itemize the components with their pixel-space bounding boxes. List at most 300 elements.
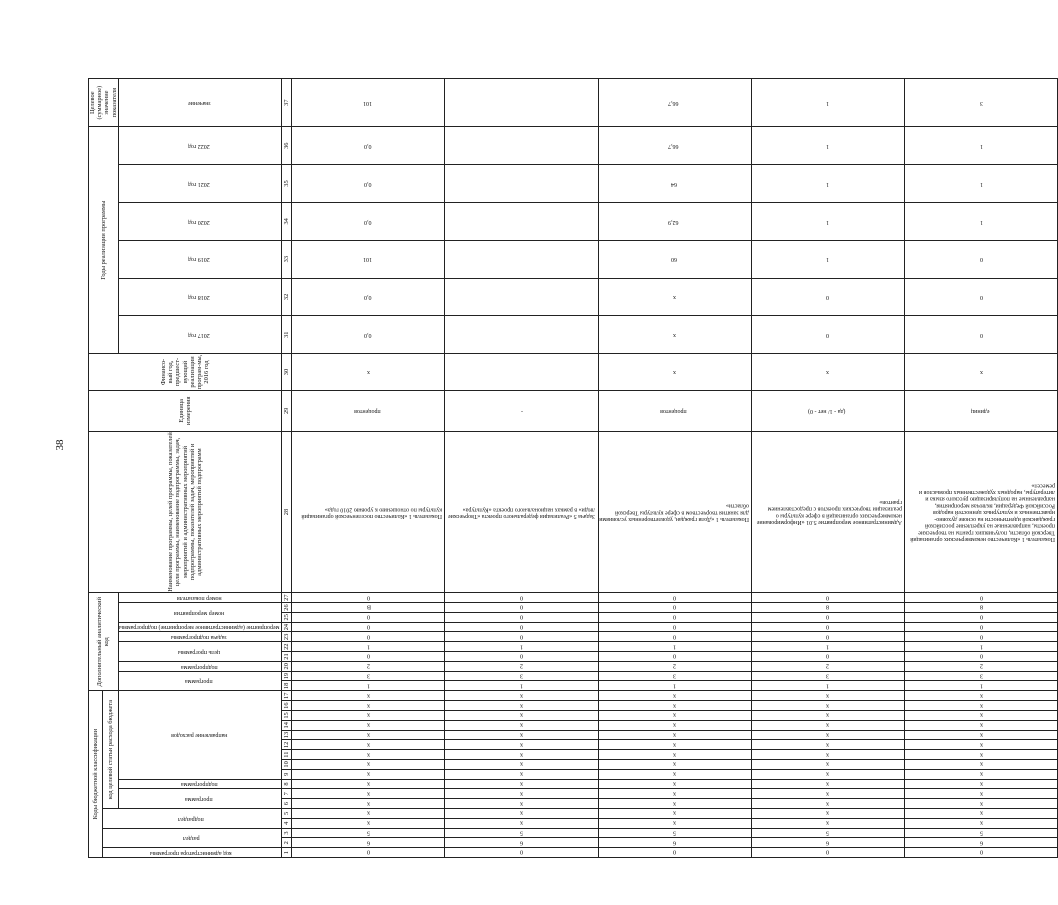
code-cell: х [751,779,904,789]
code-cell: х [445,769,598,779]
code-cell: 0 [598,603,751,613]
code-cell: 1 [905,681,1058,691]
row-unit-text: (да - 1/ нет - 0) [808,408,846,415]
table-row [751,79,904,858]
column-number: 32 [282,278,292,316]
code-cell: 0 [445,632,598,642]
row-year-value-text: х [673,294,677,301]
column-number: 21 [283,653,291,660]
row-name [905,431,1058,592]
program-table [88,78,1058,858]
row-year-value-text: 1 [979,218,983,225]
code-cell: 2 [445,661,598,671]
program-code-header-text: программа [185,796,213,803]
row-unit [445,390,598,431]
row-fin-year [751,354,904,391]
year-header-text: 2022 год [188,143,210,150]
row-fin-year [905,354,1058,391]
row-year-value-text: 1 [979,143,983,150]
code-cell: х [598,711,751,721]
row-year-value [445,202,598,240]
rotated-sheet [88,78,1055,858]
code-cell: х [751,818,904,828]
code-cell: х [292,691,445,701]
analytic-goal-header-text: цель программы [177,648,220,655]
row-year-value-text: 0,0 [363,180,372,187]
column-number: 14 [283,722,291,729]
code-cell: х [905,809,1058,819]
year-header [118,316,282,354]
code-cell: 0 [905,652,1058,662]
row-year-value [598,278,751,316]
code-cell: х [598,779,751,789]
row-year-value [445,165,598,203]
code-cell: х [445,730,598,740]
code-cell: 0 [445,612,598,622]
code-cell: х [751,799,904,809]
column-number: 5 [282,809,292,819]
column-number: 28 [282,431,292,592]
code-cell: х [751,711,904,721]
row-unit [751,390,904,431]
target-value-header-text: значение [187,100,211,107]
code-cell: х [445,818,598,828]
code-cell: х [905,691,1058,701]
code-cell: х [292,818,445,828]
row-year-value [292,127,445,165]
column-number: 36 [282,127,292,165]
code-cell: 0 [751,622,904,632]
row-unit-text: процентов [660,408,687,415]
code-cell: х [292,799,445,809]
row-year-value-text: 60 [670,256,677,263]
row-year-value [751,165,904,203]
row-year-value-text: 0 [826,332,830,339]
code-cell: 0 [292,622,445,632]
column-number: 25 [283,614,291,621]
row-year-value-text: 1 [979,180,983,187]
code-cell: х [751,750,904,760]
code-cell: х [445,789,598,799]
code-cell: х [751,720,904,730]
column-number: 30 [282,354,292,391]
column-number: 1 [282,848,292,858]
row-year-value-text: 0,0 [363,294,372,301]
code-cell: х [445,750,598,760]
column-number: 22 [283,643,291,650]
code-cell: 8 [905,603,1058,613]
fin-year-header: Финансо-вый год, предшест-вующий реализации програм-мы, 2016 год [89,354,282,391]
code-cell: 2 [292,661,445,671]
code-cell: х [292,720,445,730]
row-year-value [445,127,598,165]
code-cell: 2 [598,661,751,671]
code-cell: 0 [598,622,751,632]
row-year-value-text: 62,9 [668,218,679,225]
year-header-text: 2019 год [188,256,210,263]
analytic-an-program-header-text: программа [185,678,213,685]
analytic-measure-num-header [118,603,282,623]
program-code-header [118,789,282,809]
row-fin-year [445,354,598,391]
code-cell: х [445,809,598,819]
code-cell: х [445,691,598,701]
code-cell: х [751,701,904,711]
code-cell: 0 [292,612,445,622]
budget-classification-header: Коды бюджетной классификации [89,691,103,858]
code-cell: 5 [905,828,1058,838]
code-cell: 0 [598,593,751,603]
table-row [905,79,1058,858]
code-cell: х [445,779,598,789]
row-fin-year [292,354,445,391]
header-row [89,79,103,858]
year-header [118,127,282,165]
code-cell: х [905,750,1058,760]
row-year-value [598,165,751,203]
code-cell: х [598,809,751,819]
column-number: 8 [282,779,292,789]
row-name [598,431,751,592]
analytic-measure-header-text: мероприятие (административное мероприятие) подпрограммы [118,624,280,631]
header-row [282,79,292,858]
row-year-value [905,202,1058,240]
code-cell: 6 [292,838,445,848]
row-year-value-text: 0 [826,294,830,301]
row-unit [292,390,445,431]
code-cell: х [292,701,445,711]
table-row [292,79,445,858]
code-cell: х [598,740,751,750]
code-cell: 0 [751,612,904,622]
podrazdel-header-text: подраздел [178,815,204,822]
column-number: 18 [283,682,291,690]
code-cell: 0 [292,652,445,662]
code-cell: 0 [751,848,904,858]
years-header: Годы реализации программы [89,127,119,354]
code-cell: 0 [905,593,1058,603]
row-year-value-text: 0 [979,294,983,301]
row-unit-text: - [520,408,523,415]
code-cell: 0 [598,632,751,642]
target-header: Целевое (суммарное) значение показателя [89,79,119,127]
column-number: 9 [282,769,292,779]
code-cell: 5 [598,828,751,838]
row-fin-year-text: х [673,369,677,376]
column-number: 4 [282,818,292,828]
code-cell: 1 [598,681,751,691]
code-cell: 3 [292,671,445,681]
code-cell: 1 [445,642,598,652]
column-number: 31 [282,316,292,354]
row-year-value [751,240,904,278]
row-target-text: 66,7 [668,100,679,107]
row-name-text: Показатель 1 «Доля граждан, удовлетворенных условиями для занятия творчеством в сфере культуры Тверской области» [598,502,749,523]
code-cell: 1 [445,681,598,691]
direction-header-text: направление расходов [170,732,228,739]
row-target-text: 3 [979,100,983,107]
column-number: 24 [283,623,291,631]
row-year-value-text: 0,0 [363,332,372,339]
analytic-measure-num-header-text: номер мероприятия [173,609,225,616]
analytic-an-subprogram-header-text: подпрограмма [180,663,218,670]
code-cell: х [445,760,598,770]
page-number: 38 [54,439,66,451]
code-cell: х [445,720,598,730]
row-year-value [292,240,445,278]
code-cell: 0 [905,622,1058,632]
row-target [598,79,751,127]
code-cell: 0 [445,622,598,632]
code-cell: х [445,799,598,809]
code-cell: х [905,779,1058,789]
code-cell: х [905,760,1058,770]
row-name-text: Задача 5 «Реализация федерального проекта «Творческие люди» в рамках национального проекта «Культура» [448,506,596,519]
code-cell: х [751,740,904,750]
row-year-value [751,278,904,316]
code-cell: 2 [751,661,904,671]
analytic-indicator-header-text: номер показателя [176,595,222,602]
row-year-value-text: 66,7 [668,143,679,150]
year-header [118,202,282,240]
code-cell: 0 [445,652,598,662]
analytic-task-header-text: задача подпрограммы [171,634,227,641]
target-value-header [118,79,282,127]
code-cell: х [905,720,1058,730]
code-cell: х [598,720,751,730]
table-row [598,79,751,858]
row-name [445,431,598,592]
row-unit [905,390,1058,431]
row-unit-text: процентов [353,408,381,415]
row-name-text: Показатель 1 «Количество поселенческой организаций культуры по отношению к уровню 2010 года» [301,506,443,519]
column-number: 2 [282,838,292,848]
code-cell: х [905,711,1058,721]
podrazdel-header [103,809,282,829]
code-cell: х [598,789,751,799]
code-cell: х [905,701,1058,711]
analytic-indicator-header [118,593,282,603]
code-cell: х [445,701,598,711]
code-cell: 0 [751,652,904,662]
column-number: 37 [282,79,292,127]
column-number: 33 [282,240,292,278]
column-number: 3 [282,828,292,838]
direction-header [118,691,282,779]
code-cell: 5 [445,828,598,838]
row-year-value-text: 0,0 [363,218,372,225]
code-cell: х [905,740,1058,750]
column-number: 15 [283,712,291,719]
code-cell: В [292,603,445,613]
row-year-value [751,127,904,165]
code-cell: 0 [751,593,904,603]
row-year-value [598,127,751,165]
row-year-value [292,202,445,240]
code-cell: х [905,799,1058,809]
column-number: 34 [282,202,292,240]
row-year-value-text: 1 [826,256,830,263]
row-year-value [598,316,751,354]
subprogram-code-header [118,779,282,789]
row-name-text: Административное мероприятие 5.01 «Информирование некоммерческих организаций в сфере культуры о реализации творческих проектов с предоставлением грантов» [756,499,902,526]
row-year-value [445,278,598,316]
table-row [445,79,598,858]
code-cell: 1 [598,642,751,652]
row-name [751,431,904,592]
row-year-value-text: 0 [979,256,983,263]
code-cell: 6 [905,838,1058,848]
row-year-value-text: 1 [826,218,830,225]
code-cell: х [445,711,598,721]
unit-header: Единица измерения [89,390,282,431]
row-name [292,431,445,592]
code-cell: 0 [598,848,751,858]
code-cell: 0 [445,593,598,603]
row-name-text: Показатель 1 «Количество некоммерческих организаций Тверской области, получивших гранты на творческие проекты, направленные на укрепление российской гражданской идентичности на основе духовно-нравственных и культурных ценностей народов Российской Федерации, включая мероприятия, направленные на популяризацию русского языка и литературы, народных художественных промыслов и ремесел» [910,482,1055,543]
code-cell: х [292,760,445,770]
code-cell: х [292,809,445,819]
column-number: 10 [283,761,291,768]
subprogram-code-header-text: подпрограмма [180,781,218,788]
code-cell: х [292,750,445,760]
row-year-value [598,240,751,278]
admin-code-header-text: код администратора программы [150,849,232,856]
code-cell: 5 [751,828,904,838]
code-cell: 2 [905,661,1058,671]
row-year-value-text: х [673,332,677,339]
analytic-an-program-header [118,671,282,691]
code-cell: х [751,789,904,799]
row-year-value-text: 0,0 [363,143,372,150]
code-cell: 0 [598,652,751,662]
code-cell: 1 [751,681,904,691]
code-cell: 0 [598,612,751,622]
code-cell: х [598,750,751,760]
row-target [292,79,445,127]
code-cell: 0 [445,848,598,858]
code-cell: х [598,730,751,740]
row-year-value [445,316,598,354]
row-year-value [751,316,904,354]
code-cell: 0 [905,612,1058,622]
column-number: 17 [283,692,291,699]
column-number: 12 [283,741,291,749]
year-header-text: 2020 год [188,218,210,225]
row-year-value [905,127,1058,165]
year-header [118,165,282,203]
code-cell: 0 [905,632,1058,642]
row-year-value-text: 1 [826,180,830,187]
row-target [751,79,904,127]
code-cell: х [598,818,751,828]
row-year-value [445,240,598,278]
code-cell: 0 [292,848,445,858]
row-year-value [905,316,1058,354]
column-number: 26 [283,604,291,611]
code-cell: 0 [292,632,445,642]
code-cell: х [598,691,751,701]
razdel-header [103,828,282,848]
code-cell: 1 [292,681,445,691]
year-header [118,278,282,316]
analytic-task-header [118,632,282,642]
code-cell: 6 [598,838,751,848]
code-cell: х [292,789,445,799]
code-cell: 0 [751,632,904,642]
row-year-value [905,240,1058,278]
row-year-value-text: 101 [362,256,372,263]
code-cell: х [751,730,904,740]
row-year-value [598,202,751,240]
column-number: 27 [283,594,291,601]
code-cell: 5 [292,828,445,838]
code-cell: х [598,760,751,770]
column-number: 20 [283,663,291,670]
year-header-text: 2021 год [188,180,210,187]
code-cell: х [598,701,751,711]
row-target [905,79,1058,127]
name-header: Наименование программы, целей программы, показателей цели программы, наименование подпрограммы, задач, мероприятий и административных мероприятий подпрограммы, показателей задач, мероприятий и административных мероприятий подпрограмм [89,431,282,592]
code-cell: 1 [905,642,1058,652]
column-number: 13 [283,731,291,739]
code-cell: х [292,711,445,721]
column-number: 7 [282,789,292,799]
row-year-value-text: 64 [670,180,677,187]
code-cell: 0 [905,848,1058,858]
code-cell: 1 [751,642,904,652]
row-year-value [751,202,904,240]
row-year-value [905,165,1058,203]
code-cell: х [292,730,445,740]
code-cell: х [905,769,1058,779]
row-target-text: 101 [362,100,372,107]
row-year-value [292,316,445,354]
code-cell: х [598,769,751,779]
column-number: 11 [283,751,291,758]
row-year-value [292,165,445,203]
code-cell: х [292,769,445,779]
row-unit-text: единиц [970,408,990,415]
code-cell: 3 [751,671,904,681]
row-year-value [905,278,1058,316]
column-number: 29 [282,390,292,431]
row-target [445,79,598,127]
year-header [118,240,282,278]
code-cell: 1 [292,642,445,652]
column-number: 23 [283,633,291,641]
row-fin-year-text: х [979,369,983,376]
analytic-code-header: Дополнительный аналитический код [89,593,119,691]
column-number: 16 [283,702,291,709]
razdel-header-text: раздел [182,835,200,842]
code-cell: 3 [445,671,598,681]
admin-code-header [103,848,282,858]
analytic-an-subprogram-header [118,661,282,671]
code-cell: 0 [445,603,598,613]
row-unit [598,390,751,431]
row-target-text: 1 [826,100,830,107]
code-cell: х [598,799,751,809]
column-number: 19 [283,672,291,680]
code-cell: 3 [905,671,1058,681]
row-year-value [292,278,445,316]
code-cell: 6 [445,838,598,848]
code-cell: х [905,789,1058,799]
code-cell: х [292,779,445,789]
code-cell: х [751,809,904,819]
year-header-text: 2018 год [188,294,210,301]
